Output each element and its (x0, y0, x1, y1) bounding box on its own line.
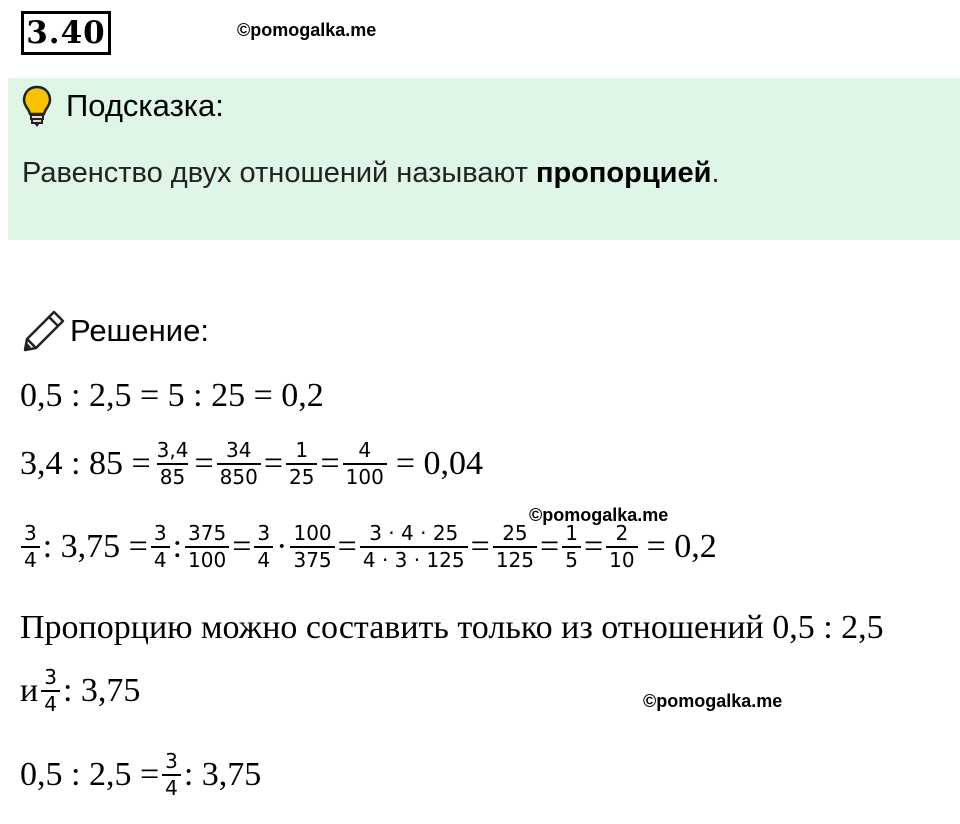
fraction (493, 523, 537, 571)
numerator: 25 (502, 521, 528, 545)
denominator: 5 (562, 546, 581, 571)
denominator: 100 (343, 463, 387, 488)
fraction (290, 523, 334, 571)
denominator: 4 (254, 546, 273, 571)
numerator: 3,4 (156, 438, 189, 462)
numerator: 1 (295, 438, 309, 462)
fraction (41, 667, 60, 715)
statement-line-1: Пропорцию можно составить только из отношений 0,5 : 2,5 (20, 609, 884, 646)
watermark-middle: ©pomogalka.me (529, 505, 669, 525)
hint-title: Подсказка: (66, 88, 224, 123)
solution-line-3: $\frac{3}{4}$ : 3,75 = $\frac{3}{4}$ : $\frac{375}{100}$ = $\frac{3}{4}$ · $\frac{100}{375}$ = $\frac{3 \cdot 4 \cdot 25}{4 \cdot 3 \cdot 125}$ = $\frac{25}{125}$ = $\frac{1}{5}$ = $\frac{2}{10}$ = 0,2 (18, 523, 717, 571)
numerator: 2 (615, 521, 629, 545)
denominator: 10 (606, 546, 637, 571)
denominator: 125 (493, 546, 537, 571)
denominator: 85 (157, 463, 188, 488)
fraction (606, 523, 637, 571)
denominator: 100 (185, 546, 229, 571)
fraction (343, 440, 387, 488)
lightbulb-icon (20, 84, 54, 128)
fraction (562, 523, 581, 571)
result-line: 0,5 : 2,5 = $\frac{3}{4}$ : 3,75 (20, 749, 262, 800)
numerator: 3 (24, 521, 37, 545)
fraction (217, 440, 261, 488)
solution-title: Решение: (70, 313, 209, 348)
fraction (162, 751, 181, 799)
fraction (154, 440, 192, 488)
numerator: 34 (225, 438, 252, 462)
denominator: 850 (217, 463, 261, 488)
solution-line-1: 0,5 : 2,5 = 5 : 25 = 0,2 (20, 377, 324, 414)
denominator: 4 (151, 546, 170, 571)
fraction (151, 523, 170, 571)
numerator: 3 (165, 749, 178, 773)
hint-text: Равенство двух отношений называют пропорцией. (22, 157, 720, 189)
numerator: 3 (257, 521, 271, 545)
denominator: 25 (286, 463, 317, 488)
fraction (360, 523, 468, 571)
denominator: 4 (41, 690, 60, 715)
pencil-icon (21, 308, 67, 352)
statement-line-2: и $\frac{3}{4}$ : 3,75 (20, 665, 141, 716)
numerator: 3 (44, 665, 57, 689)
numerator: 100 (293, 521, 332, 545)
denominator: 4 · 3 · 125 (360, 546, 468, 571)
numerator: 375 (188, 521, 227, 545)
numerator: 1 (565, 521, 578, 545)
denominator: 4 (21, 546, 40, 571)
task-number: 3.40 (26, 15, 106, 51)
watermark-bottom: ©pomogalka.me (643, 691, 783, 711)
numerator: 4 (358, 438, 372, 462)
denominator: 375 (290, 546, 334, 571)
numerator: 3 · 4 · 25 (369, 521, 459, 545)
fraction (185, 523, 229, 571)
hint-keyword: пропорцией (535, 157, 712, 189)
fraction (286, 440, 317, 488)
watermark-top: ©pomogalka.me (237, 20, 377, 40)
denominator: 4 (162, 774, 181, 799)
numerator: 3 (153, 521, 167, 545)
fraction (21, 523, 40, 571)
fraction (254, 523, 273, 571)
solution-line-2: 3,4 : 85 = $\frac{3,4}{85}$ = $\frac{34}{850}$ = $\frac{1}{25}$ = $\frac{4}{100}$ = 0,04 (20, 438, 484, 489)
task-number-badge (21, 11, 111, 55)
